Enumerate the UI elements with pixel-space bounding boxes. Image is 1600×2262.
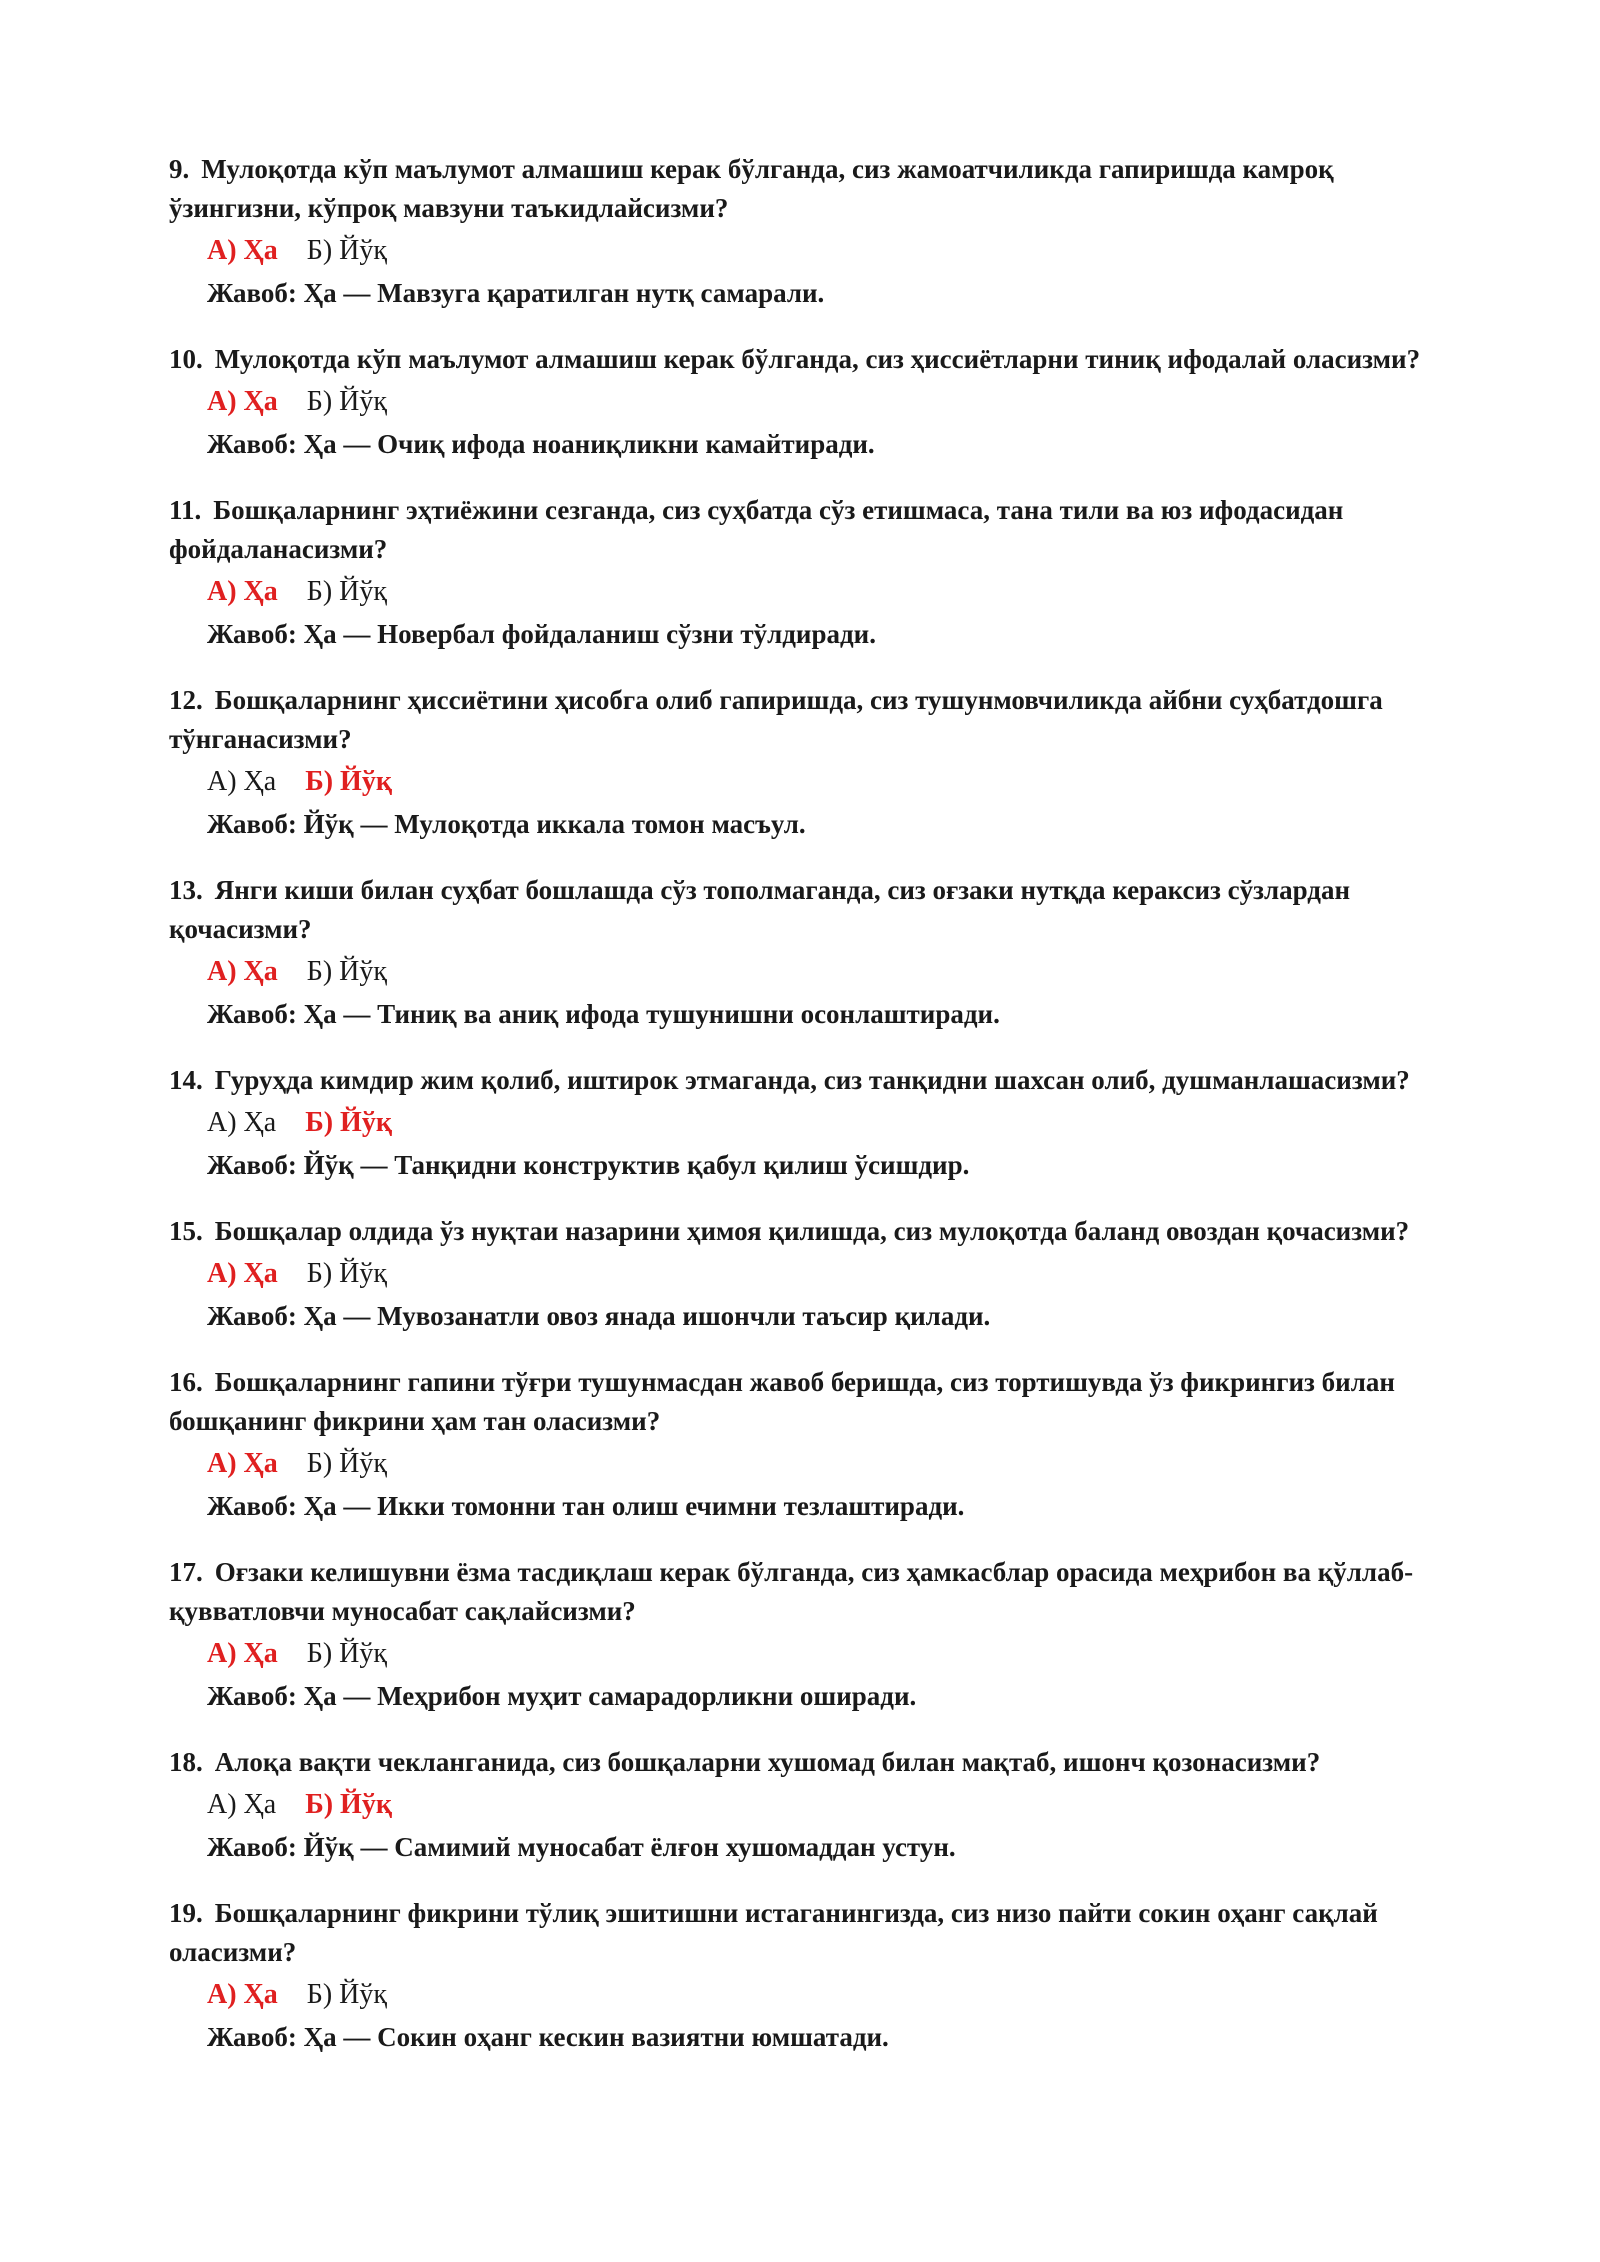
option-b: Б) Йўқ [305, 1107, 392, 1138]
question-15 [169, 1212, 1469, 1335]
question-text [169, 150, 1469, 228]
option-b: Б) Йўқ [306, 235, 387, 266]
option-a: А) Ҳа [207, 956, 278, 987]
option-b: Б) Йўқ [306, 576, 387, 607]
answer-options [207, 383, 1469, 421]
question-16 [169, 1363, 1469, 1525]
question-18 [169, 1743, 1469, 1866]
question-14 [169, 1061, 1469, 1184]
question-9 [169, 150, 1469, 312]
question-body: Янги киши билан суҳбат бошлашда сўз тополмаганда, сиз оғзаки нутқда кераксиз сўзлардан қочасизми? [169, 875, 1351, 944]
question-text [169, 1894, 1469, 1972]
answer-explanation: Жавоб: Ҳа — Очиқ ифода ноаниқликни камайтиради. [207, 429, 875, 459]
answer-explanation: Жавоб: Ҳа — Меҳрибон муҳит самарадорликни оширади. [207, 1681, 917, 1711]
question-text [169, 681, 1469, 759]
question-body: Мулоқотда кўп маълумот алмашиш керак бўлганда, сиз ҳиссиётларни тиниқ ифодалай оласизми? [214, 344, 1421, 374]
question-number: 11. [169, 495, 202, 525]
option-b: Б) Йўқ [306, 1638, 387, 1669]
answer-explanation: Жавоб: Ҳа — Новербал фойдаланиш сўзни тўлдиради. [207, 619, 876, 649]
question-number: 12. [169, 685, 203, 715]
option-a: А) Ҳа [207, 235, 278, 266]
question-body: Бошқалар олдида ўз нуқтаи назарини ҳимоя қилишда, сиз мулоқотда баланд овоздан қочасизми? [214, 1216, 1410, 1246]
question-body: Бошқаларнинг гапини тўғри тушунмасдан жавоб беришда, сиз тортишувда ўз фикрингиз билан бошқанинг фикрини ҳам тан оласизми? [169, 1367, 1395, 1436]
option-a: А) Ҳа [207, 576, 278, 607]
answer-explanation: Жавоб: Йўқ — Танқидни конструктив қабул қилиш ўсишдир. [207, 1150, 970, 1180]
question-number: 19. [169, 1898, 203, 1928]
option-a: А) Ҳа [207, 386, 278, 417]
answer-options [207, 1976, 1469, 2014]
answer-options [207, 573, 1469, 611]
answer-explanation: Жавоб: Ҳа — Икки томонни тан олиш ечимни тезлаштиради. [207, 1491, 965, 1521]
question-17 [169, 1553, 1469, 1715]
question-text [169, 340, 1469, 379]
question-number: 15. [169, 1216, 203, 1246]
question-body: Бошқаларнинг фикрини тўлиқ эшитишни истаганингизда, сиз низо пайти сокин оҳанг сақлай оласизми? [169, 1898, 1378, 1967]
answer-options [207, 763, 1469, 801]
answer-explanation: Жавоб: Ҳа — Мавзуга қаратилган нутқ самарали. [207, 278, 825, 308]
answer-options [207, 1445, 1469, 1483]
answer-explanation: Жавоб: Ҳа — Тиниқ ва аниқ ифода тушунишни осонлаштиради. [207, 999, 1000, 1029]
question-number: 18. [169, 1747, 203, 1777]
option-b: Б) Йўқ [306, 1258, 387, 1289]
option-a: А) Ҳа [207, 766, 277, 797]
option-b: Б) Йўқ [306, 1979, 387, 2010]
question-12 [169, 681, 1469, 843]
question-11 [169, 491, 1469, 653]
answer-options [207, 1104, 1469, 1142]
question-body: Бошқаларнинг эҳтиёжини сезганда, сиз суҳбатда сўз етишмаса, тана тили ва юз ифодасидан фойдаланасизми? [169, 495, 1344, 564]
option-a: А) Ҳа [207, 1258, 278, 1289]
option-a: А) Ҳа [207, 1638, 278, 1669]
option-b: Б) Йўқ [306, 956, 387, 987]
answer-options [207, 232, 1469, 270]
question-10 [169, 340, 1469, 463]
question-number: 10. [169, 344, 203, 374]
option-a: А) Ҳа [207, 1979, 278, 2010]
question-text [169, 1061, 1469, 1100]
question-body: Мулоқотда кўп маълумот алмашиш керак бўлганда, сиз жамоатчиликда гапиришда камроқ ўзингизни, кўпроқ мавзуни таъкидлайсизми? [169, 154, 1334, 223]
answer-options [207, 1255, 1469, 1293]
answer-options [207, 953, 1469, 991]
answer-explanation: Жавоб: Йўқ — Самимий муносабат ёлғон хушомаддан устун. [207, 1832, 956, 1862]
question-body: Бошқаларнинг ҳиссиётини ҳисобга олиб гапиришда, сиз тушунмовчиликда айбни суҳбатдошга тўнганасизми? [169, 685, 1383, 754]
answer-options [207, 1635, 1469, 1673]
question-number: 17. [169, 1557, 203, 1587]
question-text [169, 871, 1469, 949]
answer-options [207, 1786, 1469, 1824]
question-text [169, 1743, 1469, 1782]
question-body: Гуруҳда кимдир жим қолиб, иштирок этмаганда, сиз танқидни шахсан олиб, душманлашасизми? [214, 1065, 1410, 1095]
question-text [169, 491, 1469, 569]
question-number: 14. [169, 1065, 203, 1095]
document-page [169, 150, 1469, 2084]
question-number: 9. [169, 154, 190, 184]
question-body: Оғзаки келишувни ёзма тасдиқлаш керак бўлганда, сиз ҳамкасблар орасида меҳрибон ва қўллаб-қувватловчи муносабат сақлайсизми? [169, 1557, 1414, 1626]
question-text [169, 1363, 1469, 1441]
question-text [169, 1212, 1469, 1251]
question-13 [169, 871, 1469, 1033]
question-19 [169, 1894, 1469, 2056]
option-b: Б) Йўқ [305, 766, 392, 797]
question-number: 13. [169, 875, 203, 905]
answer-explanation: Жавоб: Йўқ — Мулоқотда иккала томон масъул. [207, 809, 806, 839]
question-number: 16. [169, 1367, 203, 1397]
option-b: Б) Йўқ [305, 1789, 392, 1820]
option-a: А) Ҳа [207, 1448, 278, 1479]
question-body: Алоқа вақти чекланганида, сиз бошқаларни хушомад билан мақтаб, ишонч қозонасизми? [214, 1747, 1321, 1777]
option-b: Б) Йўқ [306, 386, 387, 417]
option-b: Б) Йўқ [306, 1448, 387, 1479]
question-text [169, 1553, 1469, 1631]
option-a: А) Ҳа [207, 1107, 277, 1138]
option-a: А) Ҳа [207, 1789, 277, 1820]
answer-explanation: Жавоб: Ҳа — Сокин оҳанг кескин вазиятни юмшатади. [207, 2022, 889, 2052]
answer-explanation: Жавоб: Ҳа — Мувозанатли овоз янада ишончли таъсир қилади. [207, 1301, 991, 1331]
